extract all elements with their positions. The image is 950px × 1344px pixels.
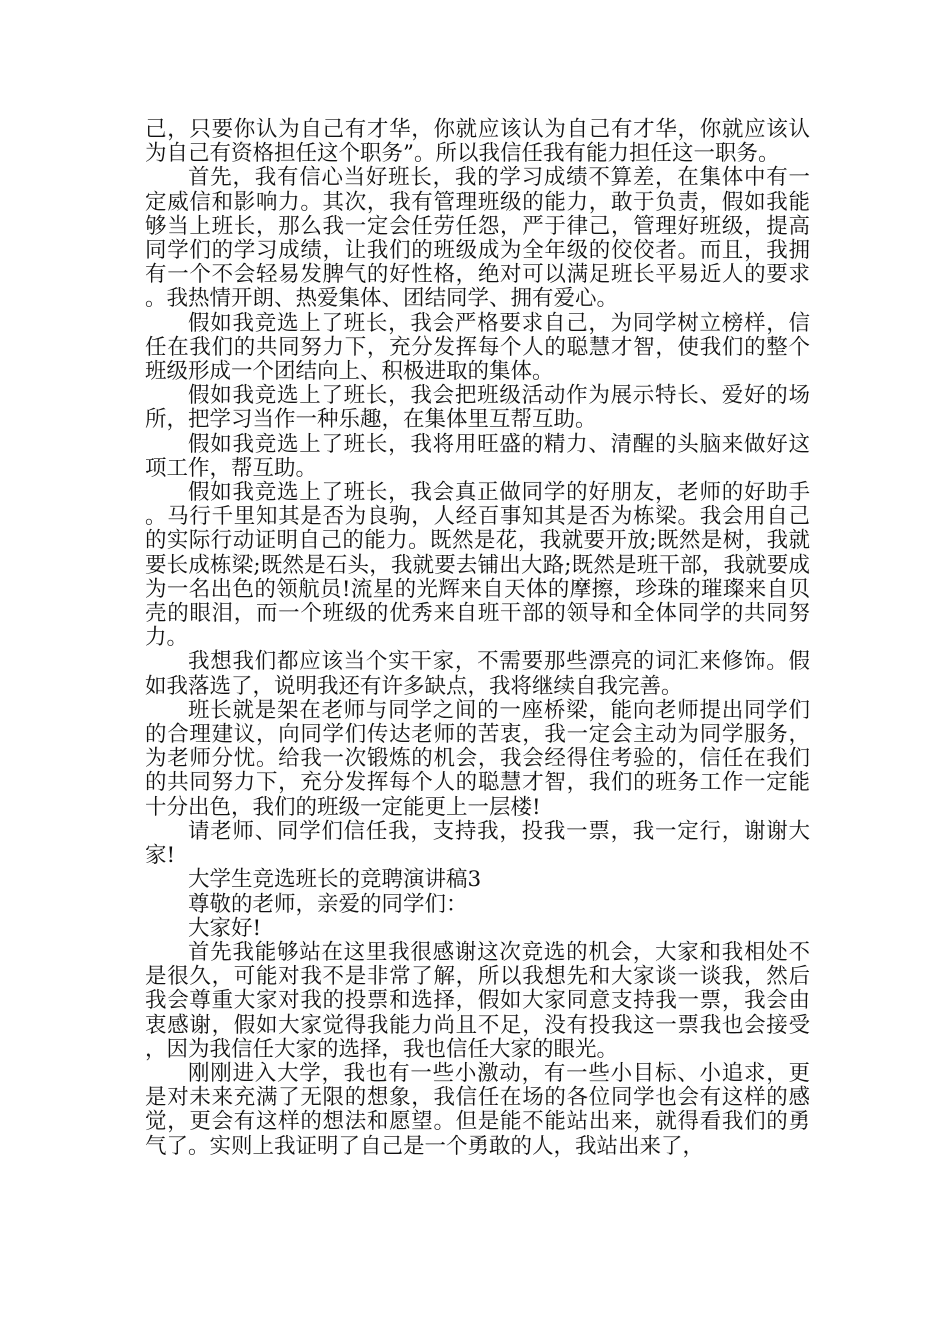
paragraph-6: 假如我竞选上了班长，我会真正做同学的好朋友，老师的好助手。马行千里知其是否为良驹，人经百事知其是否为栋梁。我会用自己的实际行动证明自己的能力。既然是花，我就要开放;既然是树，我就要长成栋梁;既然是石头，我就要去铺出大路;既然是班干部，我就要成为一名出色的领航员!流星的光辉来自天体的摩擦，珍珠的璀璨来自贝壳的眼泪，而一个班级的优秀来自班干部的领导和全体同学的共同努力。 <box>145 480 810 651</box>
paragraph-14: 刚刚进入大学，我也有一些小激动，有一些小目标、小追求，更是对未来充满了无限的想象，我信任在场的各位同学也会有这样的感觉，更会有这样的想法和愿望。但是能不能站出来，就得看我们的勇气了。实则上我证明了自己是一个勇敢的人，我站出来了， <box>145 1060 810 1159</box>
paragraph-9: 请老师、同学们信任我，支持我，投我一票，我一定行，谢谢大家! <box>145 818 810 869</box>
paragraph-5: 假如我竞选上了班长，我将用旺盛的精力、清醒的头脑来做好这项工作，帮互助。 <box>145 431 810 481</box>
document-page <box>145 118 810 1159</box>
paragraph-7: 我想我们都应该当个实干家，不需要那些漂亮的词汇来修饰。假如我落选了，说明我还有许多缺点，我将继续自我完善。 <box>145 649 810 699</box>
paragraph-8: 班长就是架在老师与同学之间的一座桥梁，能向老师提出同学们的合理建议，向同学们传达老师的苦衷，我一定会主动为同学服务，为老师分忧。给我一次锻炼的机会，我会经得住考验的，信任在我们的共同努力下，充分发挥每个人的聪慧才智，我们的班务工作一定能十分出色，我们的班级一定能更上一层楼! <box>145 697 810 820</box>
paragraph-2: 首先，我有信心当好班长，我的学习成绩不算差，在集体中有一定威信和影响力。其次，我有管理班级的能力，敢于负责，假如我能够当上班长，那么我一定会任劳任怨，严于律己，管理好班级，提高同学们的学习成绩，让我们的班级成为全年级的佼佼者。而且，我拥有一个不会轻易发脾气的好性格，绝对可以满足班长平易近人的要求。我热情开朗、热爱集体、团结同学、拥有爱心。 <box>145 165 810 312</box>
paragraph-13: 首先我能够站在这里我很感谢这次竞选的机会，大家和我相处不是很久，可能对我不是非常了解，所以我想先和大家谈一谈我，然后我会尊重大家对我的投票和选择，假如大家同意支持我一票，我会由衷感谢，假如大家觉得我能力尚且不足，没有投我这一票我也会接受，因为我信任大家的选择，我也信任大家的眼光。 <box>145 939 810 1062</box>
salutation: 尊敬的老师，亲爱的同学们： <box>188 891 468 917</box>
paragraph-3: 假如我竞选上了班长，我会严格要求自己，为同学树立榜样，信任在我们的共同努力下，充分发挥每个人的聪慧才智，使我们的整个班级形成一个团结向上、积极进取的集体。 <box>145 310 810 385</box>
paragraph-4: 假如我竞选上了班长，我会把班级活动作为展示特长、爱好的场所，把学习当作一种乐趣，在集体里互帮互助。 <box>145 383 810 433</box>
paragraph-1: 己，只要你认为自己有才华，你就应该认为自己有才华，你就应该认为自己有资格担任这个职务”。所以我信任我有能力担任这一职务。 <box>145 117 810 167</box>
greeting: 大家好! <box>188 915 262 941</box>
section-heading: 大学生竞选班长的竞聘演讲稿3 <box>188 867 482 893</box>
